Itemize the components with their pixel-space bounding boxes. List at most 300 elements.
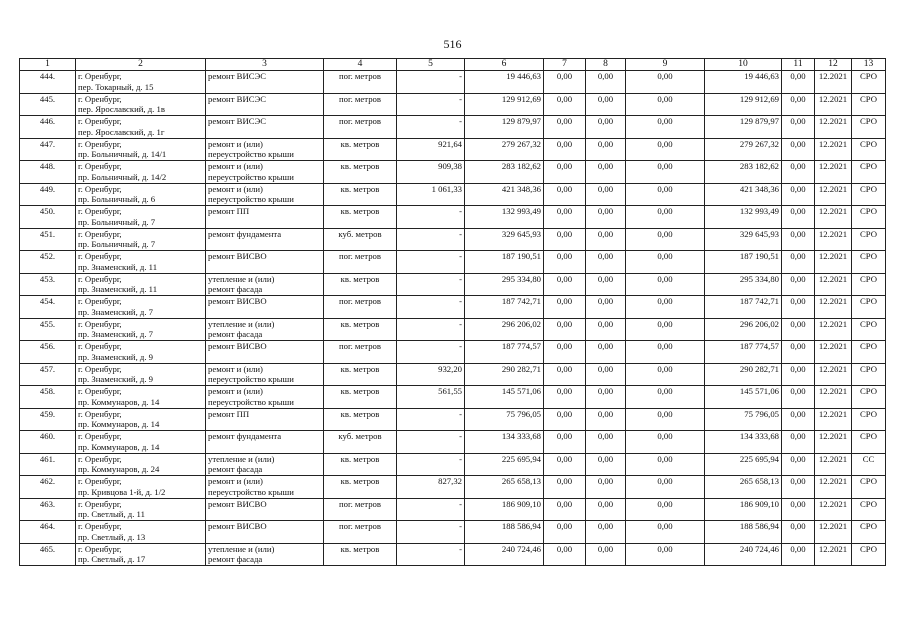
volume-cell: - (397, 251, 465, 274)
address-street: пр. Больничный, д. 14/1 (78, 149, 167, 160)
total-cost-cell: 279 267,32 (465, 138, 544, 161)
address-street: пр. Коммунаров, д. 14 (78, 441, 160, 452)
table-row (20, 498, 886, 521)
col-9-cell: 0,00 (626, 453, 705, 476)
total-cost-cell: 129 879,97 (465, 116, 544, 139)
address-street: пр. Больничный, д. 7 (78, 239, 156, 250)
fund-type-cell: СРО (852, 228, 886, 251)
col-9-cell: 0,00 (626, 206, 705, 229)
row-number: 460. (20, 431, 76, 454)
col-9-cell: 0,00 (626, 161, 705, 184)
column-header-7: 7 (544, 59, 586, 71)
col-9-cell: 0,00 (626, 116, 705, 139)
fund-type-cell: СРО (852, 498, 886, 521)
volume-cell: - (397, 431, 465, 454)
col-7-cell: 0,00 (544, 363, 586, 386)
address-city: г. Оренбург, (78, 386, 122, 396)
unit-cell: кв. метров (324, 318, 397, 341)
col-9-cell: 0,00 (626, 71, 705, 94)
total-cost-cell: 187 742,71 (465, 296, 544, 319)
header-row (20, 59, 886, 71)
address-cell (76, 318, 206, 341)
address-city: г. Оренбург, (78, 161, 122, 171)
work-type-cell (206, 71, 324, 94)
work-type-line-1: утепление и (или) (208, 318, 275, 329)
volume-cell: - (397, 408, 465, 431)
work-type-line-2: ремонт фасада (208, 464, 263, 475)
col-11-cell: 0,00 (782, 408, 815, 431)
completion-date-cell: 12.2021 (815, 318, 852, 341)
col-9-cell: 0,00 (626, 318, 705, 341)
address-cell (76, 341, 206, 364)
fund-type-cell: СРО (852, 71, 886, 94)
table-row (20, 476, 886, 499)
total-cost-cell: 187 774,57 (465, 341, 544, 364)
volume-cell: 909,38 (397, 161, 465, 184)
address-street: пр. Больничный, д. 14/2 (78, 171, 167, 182)
col-10-cell: 329 645,93 (705, 228, 782, 251)
work-type-cell (206, 543, 324, 566)
address-city: г. Оренбург, (78, 71, 122, 81)
address-street: пр. Знаменский, д. 7 (78, 306, 154, 317)
col-10-cell: 225 695,94 (705, 453, 782, 476)
col-10-cell: 295 334,80 (705, 273, 782, 296)
col-7-cell: 0,00 (544, 71, 586, 94)
col-11-cell: 0,00 (782, 363, 815, 386)
col-9-cell: 0,00 (626, 476, 705, 499)
col-10-cell: 187 742,71 (705, 296, 782, 319)
row-number: 453. (20, 273, 76, 296)
total-cost-cell: 240 724,46 (465, 543, 544, 566)
col-10-cell: 279 267,32 (705, 138, 782, 161)
col-8-cell: 0,00 (586, 273, 626, 296)
col-10-cell: 186 909,10 (705, 498, 782, 521)
completion-date-cell: 12.2021 (815, 228, 852, 251)
fund-type-cell: СРО (852, 386, 886, 409)
col-11-cell: 0,00 (782, 71, 815, 94)
address-city: г. Оренбург, (78, 476, 122, 486)
completion-date-cell: 12.2021 (815, 431, 852, 454)
address-city: г. Оренбург, (78, 408, 122, 419)
fund-type-cell: СРО (852, 543, 886, 566)
col-8-cell: 0,00 (586, 93, 626, 116)
col-10-cell: 19 446,63 (705, 71, 782, 94)
fund-type-cell: СРО (852, 93, 886, 116)
address-cell (76, 453, 206, 476)
row-number: 446. (20, 116, 76, 139)
work-type-cell (206, 498, 324, 521)
col-9-cell: 0,00 (626, 296, 705, 319)
col-9-cell: 0,00 (626, 341, 705, 364)
volume-cell: 561,55 (397, 386, 465, 409)
address-cell (76, 273, 206, 296)
unit-cell: кв. метров (324, 386, 397, 409)
fund-type-cell: СРО (852, 363, 886, 386)
work-type-line-1: ремонт и (или) (208, 386, 263, 396)
col-11-cell: 0,00 (782, 296, 815, 319)
volume-cell: - (397, 206, 465, 229)
completion-date-cell: 12.2021 (815, 498, 852, 521)
table-row (20, 228, 886, 251)
table-row (20, 431, 886, 454)
table-row (20, 251, 886, 274)
col-7-cell: 0,00 (544, 296, 586, 319)
work-type-cell (206, 161, 324, 184)
work-type-line-1: ремонт ВИСВО (208, 296, 267, 306)
work-type-line-1: ремонт ВИСВО (208, 498, 267, 509)
col-9-cell: 0,00 (626, 386, 705, 409)
table-row (20, 206, 886, 229)
work-type-line-2: ремонт фасада (208, 284, 263, 295)
address-street: пр. Знаменский, д. 11 (78, 284, 158, 295)
fund-type-cell: СРО (852, 341, 886, 364)
volume-cell: - (397, 498, 465, 521)
completion-date-cell: 12.2021 (815, 251, 852, 274)
volume-cell: - (397, 521, 465, 544)
table-row (20, 521, 886, 544)
col-10-cell: 134 333,68 (705, 431, 782, 454)
address-cell (76, 363, 206, 386)
col-10-cell: 265 658,13 (705, 476, 782, 499)
unit-cell: кв. метров (324, 453, 397, 476)
total-cost-cell: 290 282,71 (465, 363, 544, 386)
work-type-line-1: ремонт ВИСЭС (208, 71, 267, 81)
col-7-cell: 0,00 (544, 521, 586, 544)
address-cell (76, 296, 206, 319)
fund-type-cell: СРО (852, 206, 886, 229)
col-8-cell: 0,00 (586, 341, 626, 364)
address-cell (76, 521, 206, 544)
address-street: пр. Больничный, д. 6 (78, 194, 156, 205)
page-number: 516 (443, 37, 462, 51)
col-11-cell: 0,00 (782, 161, 815, 184)
completion-date-cell: 12.2021 (815, 363, 852, 386)
address-cell (76, 116, 206, 139)
completion-date-cell: 12.2021 (815, 543, 852, 566)
column-header-11: 11 (782, 59, 815, 71)
total-cost-cell: 145 571,06 (465, 386, 544, 409)
address-cell (76, 206, 206, 229)
address-city: г. Оренбург, (78, 318, 122, 329)
row-number: 452. (20, 251, 76, 274)
address-city: г. Оренбург, (78, 543, 122, 554)
completion-date-cell: 12.2021 (815, 296, 852, 319)
col-7-cell: 0,00 (544, 476, 586, 499)
total-cost-cell: 265 658,13 (465, 476, 544, 499)
fund-type-cell: СС (852, 453, 886, 476)
work-type-cell (206, 138, 324, 161)
col-9-cell: 0,00 (626, 363, 705, 386)
col-11-cell: 0,00 (782, 498, 815, 521)
row-number: 448. (20, 161, 76, 184)
table-row (20, 408, 886, 431)
col-9-cell: 0,00 (626, 251, 705, 274)
address-cell (76, 431, 206, 454)
col-10-cell: 296 206,02 (705, 318, 782, 341)
col-8-cell: 0,00 (586, 71, 626, 94)
work-type-cell (206, 408, 324, 431)
col-8-cell: 0,00 (586, 206, 626, 229)
address-cell (76, 408, 206, 431)
work-type-cell (206, 93, 324, 116)
col-9-cell: 0,00 (626, 183, 705, 206)
col-8-cell: 0,00 (586, 476, 626, 499)
col-10-cell: 129 912,69 (705, 93, 782, 116)
address-street: пр. Коммунаров, д. 14 (78, 396, 160, 407)
total-cost-cell: 134 333,68 (465, 431, 544, 454)
column-header-10: 10 (705, 59, 782, 71)
work-type-line-2: переустройство крыши (208, 171, 294, 182)
volume-cell: - (397, 318, 465, 341)
table-row (20, 183, 886, 206)
volume-cell: 921,64 (397, 138, 465, 161)
col-7-cell: 0,00 (544, 161, 586, 184)
table-row (20, 453, 886, 476)
fund-type-cell: СРО (852, 521, 886, 544)
address-street: пр. Знаменский, д. 7 (78, 329, 154, 340)
address-city: г. Оренбург, (78, 498, 122, 509)
col-8-cell: 0,00 (586, 251, 626, 274)
column-header-12: 12 (815, 59, 852, 71)
completion-date-cell: 12.2021 (815, 116, 852, 139)
work-type-line-2: переустройство крыши (208, 396, 294, 407)
fund-type-cell: СРО (852, 476, 886, 499)
row-number: 444. (20, 71, 76, 94)
work-type-line-1: ремонт и (или) (208, 476, 263, 486)
address-city: г. Оренбург, (78, 206, 122, 216)
col-10-cell: 421 348,36 (705, 183, 782, 206)
address-city: г. Оренбург, (78, 521, 122, 531)
row-number: 456. (20, 341, 76, 364)
column-header-5: 5 (397, 59, 465, 71)
col-11-cell: 0,00 (782, 521, 815, 544)
unit-cell: пог. метров (324, 93, 397, 116)
unit-cell: кв. метров (324, 408, 397, 431)
row-number: 449. (20, 183, 76, 206)
completion-date-cell: 12.2021 (815, 206, 852, 229)
fund-type-cell: СРО (852, 251, 886, 274)
col-7-cell: 0,00 (544, 138, 586, 161)
work-type-cell (206, 116, 324, 139)
work-type-line-1: ремонт и (или) (208, 161, 263, 171)
unit-cell: пог. метров (324, 498, 397, 521)
col-7-cell: 0,00 (544, 93, 586, 116)
address-street: пер. Ярославский, д. 1в (78, 104, 165, 115)
col-8-cell: 0,00 (586, 161, 626, 184)
table-row (20, 543, 886, 566)
address-street: пр. Светлый, д. 11 (78, 509, 145, 520)
volume-cell: 1 061,33 (397, 183, 465, 206)
col-8-cell: 0,00 (586, 453, 626, 476)
table-row (20, 161, 886, 184)
column-header-3: 3 (206, 59, 324, 71)
col-8-cell: 0,00 (586, 363, 626, 386)
total-cost-cell: 283 182,62 (465, 161, 544, 184)
unit-cell: кв. метров (324, 138, 397, 161)
completion-date-cell: 12.2021 (815, 453, 852, 476)
row-number: 458. (20, 386, 76, 409)
volume-cell: - (397, 543, 465, 566)
work-type-line-1: ремонт и (или) (208, 183, 263, 194)
col-7-cell: 0,00 (544, 498, 586, 521)
address-street: пр. Светлый, д. 17 (78, 554, 146, 565)
col-7-cell: 0,00 (544, 206, 586, 229)
address-cell (76, 386, 206, 409)
address-street: пр. Светлый, д. 13 (78, 531, 146, 542)
total-cost-cell: 132 993,49 (465, 206, 544, 229)
address-cell (76, 543, 206, 566)
completion-date-cell: 12.2021 (815, 408, 852, 431)
total-cost-cell: 188 586,94 (465, 521, 544, 544)
col-7-cell: 0,00 (544, 116, 586, 139)
col-7-cell: 0,00 (544, 431, 586, 454)
work-type-line-2: переустройство крыши (208, 194, 294, 205)
work-type-line-1: ремонт фундамента (208, 431, 282, 441)
address-city: г. Оренбург, (78, 116, 122, 126)
unit-cell: кв. метров (324, 476, 397, 499)
total-cost-cell: 296 206,02 (465, 318, 544, 341)
address-cell (76, 476, 206, 499)
total-cost-cell: 421 348,36 (465, 183, 544, 206)
total-cost-cell: 187 190,51 (465, 251, 544, 274)
address-cell (76, 93, 206, 116)
col-9-cell: 0,00 (626, 273, 705, 296)
row-number: 457. (20, 363, 76, 386)
address-city: г. Оренбург, (78, 453, 122, 464)
col-10-cell: 290 282,71 (705, 363, 782, 386)
volume-cell: - (397, 273, 465, 296)
address-street: пер. Ярославский, д. 1г (78, 126, 165, 137)
address-cell (76, 138, 206, 161)
completion-date-cell: 12.2021 (815, 341, 852, 364)
table-row (20, 296, 886, 319)
table-row (20, 116, 886, 139)
total-cost-cell: 329 645,93 (465, 228, 544, 251)
col-7-cell: 0,00 (544, 273, 586, 296)
column-header-4: 4 (324, 59, 397, 71)
col-11-cell: 0,00 (782, 138, 815, 161)
col-11-cell: 0,00 (782, 273, 815, 296)
col-8-cell: 0,00 (586, 183, 626, 206)
unit-cell: пог. метров (324, 296, 397, 319)
work-type-line-2: переустройство крыши (208, 149, 294, 160)
col-8-cell: 0,00 (586, 138, 626, 161)
total-cost-cell: 129 912,69 (465, 93, 544, 116)
address-city: г. Оренбург, (78, 341, 122, 351)
total-cost-cell: 19 446,63 (465, 71, 544, 94)
address-street: пр. Кривцова 1-й, д. 1/2 (78, 486, 166, 497)
volume-cell: - (397, 71, 465, 94)
col-7-cell: 0,00 (544, 386, 586, 409)
col-11-cell: 0,00 (782, 543, 815, 566)
address-city: г. Оренбург, (78, 93, 122, 104)
column-header-2: 2 (76, 59, 206, 71)
address-cell (76, 71, 206, 94)
col-11-cell: 0,00 (782, 116, 815, 139)
col-9-cell: 0,00 (626, 138, 705, 161)
col-11-cell: 0,00 (782, 183, 815, 206)
unit-cell: пог. метров (324, 341, 397, 364)
completion-date-cell: 12.2021 (815, 71, 852, 94)
col-8-cell: 0,00 (586, 318, 626, 341)
address-cell (76, 161, 206, 184)
address-street: пр. Коммунаров, д. 24 (78, 464, 160, 475)
work-type-line-1: ремонт ВИСВО (208, 251, 267, 261)
fund-type-cell: СРО (852, 183, 886, 206)
fund-type-cell: СРО (852, 408, 886, 431)
address-city: г. Оренбург, (78, 296, 122, 306)
address-city: г. Оренбург, (78, 183, 122, 194)
unit-cell: пог. метров (324, 71, 397, 94)
row-number: 459. (20, 408, 76, 431)
address-street: пер. Токарный, д. 15 (78, 81, 154, 92)
column-header-6: 6 (465, 59, 544, 71)
address-street: пр. Знаменский, д. 11 (78, 261, 158, 272)
col-7-cell: 0,00 (544, 341, 586, 364)
fund-type-cell: СРО (852, 138, 886, 161)
completion-date-cell: 12.2021 (815, 386, 852, 409)
completion-date-cell: 12.2021 (815, 476, 852, 499)
address-city: г. Оренбург, (78, 431, 122, 441)
work-type-cell (206, 318, 324, 341)
work-type-line-1: ремонт и (или) (208, 363, 263, 374)
unit-cell: кв. метров (324, 273, 397, 296)
fund-type-cell: СРО (852, 318, 886, 341)
row-number: 455. (20, 318, 76, 341)
table-row (20, 273, 886, 296)
table-body (20, 71, 886, 566)
col-11-cell: 0,00 (782, 386, 815, 409)
unit-cell: куб. метров (324, 228, 397, 251)
work-type-cell (206, 431, 324, 454)
col-8-cell: 0,00 (586, 386, 626, 409)
table-row (20, 93, 886, 116)
col-8-cell: 0,00 (586, 431, 626, 454)
col-9-cell: 0,00 (626, 543, 705, 566)
work-type-line-1: ремонт ВИСВО (208, 341, 267, 351)
volume-cell: - (397, 341, 465, 364)
col-11-cell: 0,00 (782, 93, 815, 116)
col-11-cell: 0,00 (782, 341, 815, 364)
row-number: 451. (20, 228, 76, 251)
row-number: 445. (20, 93, 76, 116)
work-type-cell (206, 341, 324, 364)
col-10-cell: 132 993,49 (705, 206, 782, 229)
volume-cell: - (397, 453, 465, 476)
col-11-cell: 0,00 (782, 476, 815, 499)
col-9-cell: 0,00 (626, 521, 705, 544)
completion-date-cell: 12.2021 (815, 273, 852, 296)
total-cost-cell: 295 334,80 (465, 273, 544, 296)
address-city: г. Оренбург, (78, 363, 122, 374)
address-cell (76, 251, 206, 274)
col-9-cell: 0,00 (626, 228, 705, 251)
work-type-line-1: утепление и (или) (208, 273, 275, 284)
total-cost-cell: 186 909,10 (465, 498, 544, 521)
col-11-cell: 0,00 (782, 431, 815, 454)
row-number: 454. (20, 296, 76, 319)
col-7-cell: 0,00 (544, 228, 586, 251)
col-11-cell: 0,00 (782, 206, 815, 229)
row-number: 464. (20, 521, 76, 544)
table-row (20, 363, 886, 386)
work-type-line-1: утепление и (или) (208, 543, 275, 554)
fund-type-cell: СРО (852, 116, 886, 139)
work-type-cell (206, 228, 324, 251)
volume-cell: - (397, 228, 465, 251)
work-type-cell (206, 476, 324, 499)
work-type-cell (206, 206, 324, 229)
